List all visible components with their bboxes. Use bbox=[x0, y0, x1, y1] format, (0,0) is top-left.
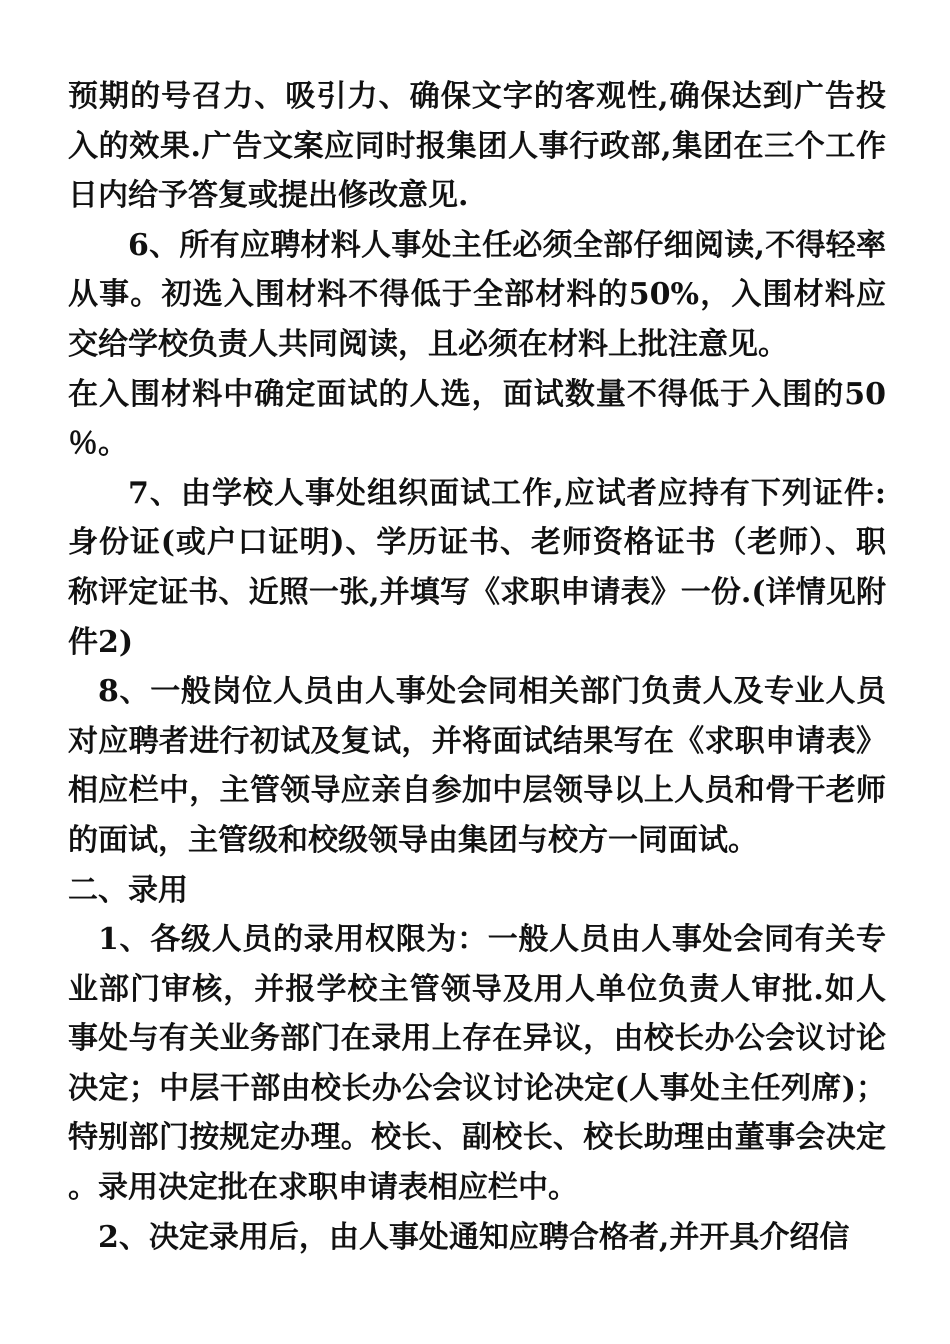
section-heading-hiring: 二、录用 bbox=[68, 872, 188, 908]
paragraph-item-6: 6、所有应聘材料人事处主任必须全部仔细阅读,不得轻率从事。初选入围材料不得低于全部材料的50%，入围材料应交给学校负责人共同阅读，且必须在材料上批注意见。 bbox=[68, 227, 886, 362]
paragraph-item-8: 8、一般岗位人员由人事处会同相关部门负责人及专业人员对应聘者进行初试及复试，并将面试结果写在《求职申请表》相应栏中，主管领导应亲自参加中层领导以上人员和骨干老师的面试，主管级和校级领导由集团与校方一同面试。 bbox=[68, 674, 886, 858]
paragraph-item-7: 7、由学校人事处组织面试工作,应试者应持有下列证件:身份证(或户口证明)、学历证书、老师资格证书（老师）、职称评定证书、近照一张,并填写《求职申请表》一份.(详情见附件2) bbox=[68, 475, 886, 660]
paragraph-interview-selection: 在入围材料中确定面试的人选，面试数量不得低于入围的50％。 bbox=[68, 376, 886, 462]
document-page bbox=[68, 72, 886, 1262]
paragraph-hiring-item-1: 1、各级人员的录用权限为：一般人员由人事处会同有关专业部门审核，并报学校主管领导及用人单位负责人审批.如人事处与有关业务部门在录用上存在异议，由校长办公会议讨论决定；中层干部由校长办公会议讨论决定(人事处主任列席)；特别部门按规定办理。校长、副校长、校长助理由董事会决定。录用决定批在求职申请表相应栏中。 bbox=[68, 922, 886, 1206]
paragraph-ad-copy-continuation: 预期的号召力、吸引力、确保文字的客观性,确保达到广告投入的效果.广告文案应同时报集团人事行政部,集团在三个工作日内给予答复或提出修改意见. bbox=[68, 79, 886, 214]
paragraph-hiring-item-2: 2、决定录用后，由人事处通知应聘合格者,并开具介绍信 bbox=[98, 1219, 850, 1255]
